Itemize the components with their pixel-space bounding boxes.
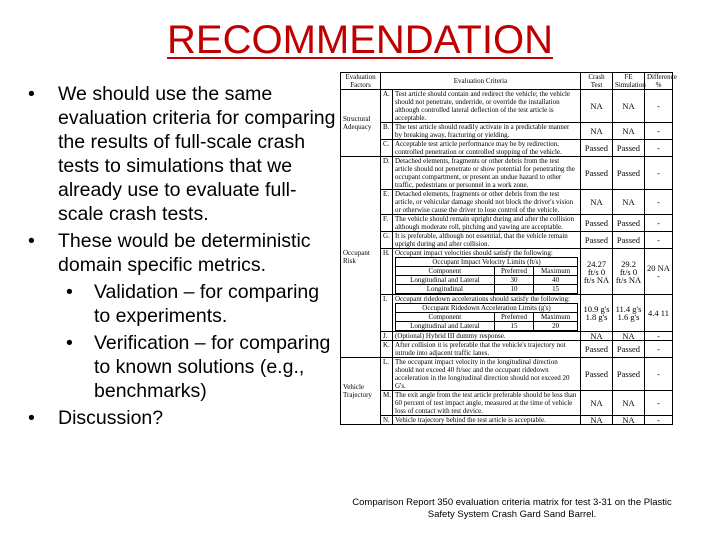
fe-value: Passed xyxy=(613,215,645,232)
table-row xyxy=(341,215,673,232)
inner-table-title: Occupant Impact Velocity Limits (ft/s) xyxy=(396,258,578,267)
fe-value: NA xyxy=(613,416,645,425)
inner-col-header: Component xyxy=(396,267,495,276)
row-letter: E. xyxy=(381,190,393,215)
bullet-list xyxy=(26,82,338,430)
evaluation-matrix-image xyxy=(340,72,677,484)
row-criteria: Test article should contain and redirect the vehicle; the vehicle should not penetrate, underride, or override the installation although controlled lateral deflection of the test article is acceptable. xyxy=(393,90,581,123)
inner-cell: 15 xyxy=(534,285,578,294)
diff-value: - xyxy=(645,90,673,123)
header-fe-simulation: FE Simulation xyxy=(613,73,645,90)
row-criteria xyxy=(393,295,581,332)
row-letter: D. xyxy=(381,157,393,190)
diff-value: - xyxy=(645,190,673,215)
diff-value: - xyxy=(645,140,673,157)
bullet-item: • We should use the same evaluation criteria for comparing the results of full-scale crash tests to simulations that we already use to evaluate full-scale crash tests. xyxy=(26,82,338,226)
inner-cell: Longitudinal xyxy=(396,285,495,294)
row-letter: C. xyxy=(381,140,393,157)
factor-vehicle-trajectory: Vehicle Trajectory xyxy=(341,358,381,425)
fe-value: Passed xyxy=(613,140,645,157)
inner-cell: Longitudinal and Lateral xyxy=(396,322,495,331)
fe-value: Passed xyxy=(613,157,645,190)
table-row xyxy=(341,391,673,416)
figure-caption: Comparison Report 350 evaluation criteria matrix for test 3-31 on the Plastic Safety System Crash Gard Sand Barrel. xyxy=(352,497,672,520)
fe-value: NA xyxy=(613,391,645,416)
diff-value: - xyxy=(645,215,673,232)
row-criteria: (Optional) Hybrid III dummy response. xyxy=(393,332,581,341)
slide-title: RECOMMENDATION xyxy=(167,18,553,62)
row-letter: I. xyxy=(381,295,393,332)
inner-col-header: Preferred xyxy=(494,267,534,276)
row-criteria: The exit angle from the test article preferable should be less than 60 percent of test impact angle, measured at the time of vehicle loss of contact with test device. xyxy=(393,391,581,416)
crash-value: 10.9 g's 1.8 g's xyxy=(581,295,613,332)
fe-value: NA xyxy=(613,190,645,215)
table-row xyxy=(341,90,673,123)
row-criteria-text: Occupant impact velocities should satisfy the following: xyxy=(395,249,553,257)
row-criteria: Detached elements, fragments or other debris from the test article, or vehicular damage should not block the driver's vision or otherwise cause the driver to lose control of the vehicle. xyxy=(393,190,581,215)
crash-value: Passed xyxy=(581,157,613,190)
fe-value: Passed xyxy=(613,341,645,358)
fe-value: NA xyxy=(613,90,645,123)
fe-value: NA xyxy=(613,332,645,341)
velocity-limits-table xyxy=(395,257,578,294)
inner-col-header: Component xyxy=(396,313,495,322)
row-letter: B. xyxy=(381,123,393,140)
table-row xyxy=(341,358,673,391)
row-criteria: The test article should readily activate in a predictable manner by breaking away, fracturing or yielding. xyxy=(393,123,581,140)
crash-value: Passed xyxy=(581,140,613,157)
crash-value: Passed xyxy=(581,341,613,358)
table-header-row xyxy=(341,73,673,90)
table-row xyxy=(341,140,673,157)
diff-value: - xyxy=(645,232,673,249)
row-criteria: Vehicle trajectory behind the test article is acceptable. xyxy=(393,416,581,425)
row-criteria: It is preferable, although not essential, that the vehicle remain upright during and after collision. xyxy=(393,232,581,249)
row-letter: L. xyxy=(381,358,393,391)
diff-value: - xyxy=(645,341,673,358)
sub-bullet-item: • Validation – for comparing to experiments. xyxy=(26,280,338,328)
table-row xyxy=(341,416,673,425)
row-criteria: Detached elements, fragments or other debris from the test article should not penetrate or show potential for penetrating the occupant compartment, or present an undue hazard to other traffic, pedestrians or personnel in a work zone. xyxy=(393,157,581,190)
table-row xyxy=(341,157,673,190)
factor-occupant-risk: Occupant Risk xyxy=(341,157,381,358)
diff-value: - xyxy=(645,123,673,140)
row-letter: J. xyxy=(381,332,393,341)
fe-value: 29.2 ft/s 0 ft/s NA xyxy=(613,249,645,295)
row-criteria: The vehicle should remain upright during and after the collision although moderate roll, pitching and yawing are acceptable. xyxy=(393,215,581,232)
table-row xyxy=(341,232,673,249)
inner-col-header: Maximum xyxy=(534,267,578,276)
crash-value: 24.27 ft/s 0 ft/s NA xyxy=(581,249,613,295)
diff-value: 4.4 11 xyxy=(645,295,673,332)
crash-value: NA xyxy=(581,123,613,140)
fe-value: Passed xyxy=(613,358,645,391)
row-criteria: Acceptable test article performance may be by redirection, controlled penetration or controlled stopping of the vehicle. xyxy=(393,140,581,157)
header-crash-test: Crash Test xyxy=(581,73,613,90)
table-row xyxy=(341,190,673,215)
fe-value: Passed xyxy=(613,232,645,249)
diff-value: - xyxy=(645,332,673,341)
row-criteria: After collision it is preferable that the vehicle's trajectory not intrude into adjacent traffic lanes. xyxy=(393,341,581,358)
table-row xyxy=(341,332,673,341)
row-letter: G. xyxy=(381,232,393,249)
fe-value: 11.4 g's 1.6 g's xyxy=(613,295,645,332)
row-criteria xyxy=(393,249,581,295)
crash-value: NA xyxy=(581,332,613,341)
diff-value: - xyxy=(645,157,673,190)
row-criteria: The occupant impact velocity in the longitudinal direction should not exceed 40 ft/sec and the occupant ridedown acceleration in the longitudinal direction should not exceed 20 G's. xyxy=(393,358,581,391)
bullet-item: • These would be deterministic domain specific metrics. xyxy=(26,229,338,277)
table-row xyxy=(341,295,673,332)
row-letter: A. xyxy=(381,90,393,123)
acceleration-limits-table xyxy=(395,303,578,331)
row-criteria-text: Occupant ridedown accelerations should satisfy the following: xyxy=(395,295,570,303)
row-letter: H. xyxy=(381,249,393,295)
inner-cell: 15 xyxy=(494,322,534,331)
row-letter: K. xyxy=(381,341,393,358)
table-row xyxy=(341,123,673,140)
table-row xyxy=(341,249,673,295)
bullet-item: • Discussion? xyxy=(26,406,338,430)
inner-cell: 20 xyxy=(534,322,578,331)
header-criteria: Evaluation Criteria xyxy=(381,73,581,90)
crash-value: Passed xyxy=(581,215,613,232)
crash-value: NA xyxy=(581,416,613,425)
table-row xyxy=(341,341,673,358)
inner-col-header: Maximum xyxy=(534,313,578,322)
factor-structural: Structural Adequacy xyxy=(341,90,381,157)
inner-cell: 30 xyxy=(494,276,534,285)
row-letter: N. xyxy=(381,416,393,425)
fe-value: NA xyxy=(613,123,645,140)
crash-value: Passed xyxy=(581,232,613,249)
row-letter: M. xyxy=(381,391,393,416)
crash-value: NA xyxy=(581,391,613,416)
diff-value: - xyxy=(645,358,673,391)
inner-col-header: Preferred xyxy=(494,313,534,322)
evaluation-criteria-table xyxy=(340,72,677,425)
diff-value: - xyxy=(645,391,673,416)
inner-cell: 10 xyxy=(494,285,534,294)
header-factors: Evaluation Factors xyxy=(341,73,381,90)
inner-cell: Longitudinal and Lateral xyxy=(396,276,495,285)
inner-table-title: Occupant Ridedown Acceleration Limits (g's) xyxy=(396,304,578,313)
diff-value: 20 NA - xyxy=(645,249,673,295)
crash-value: NA xyxy=(581,190,613,215)
crash-value: NA xyxy=(581,90,613,123)
crash-value: Passed xyxy=(581,358,613,391)
row-letter: F. xyxy=(381,215,393,232)
diff-value: - xyxy=(645,416,673,425)
sub-bullet-item: • Verification – for comparing to known solutions (e.g., benchmarks) xyxy=(26,331,338,403)
inner-cell: 40 xyxy=(534,276,578,285)
header-difference: Difference % xyxy=(645,73,673,90)
